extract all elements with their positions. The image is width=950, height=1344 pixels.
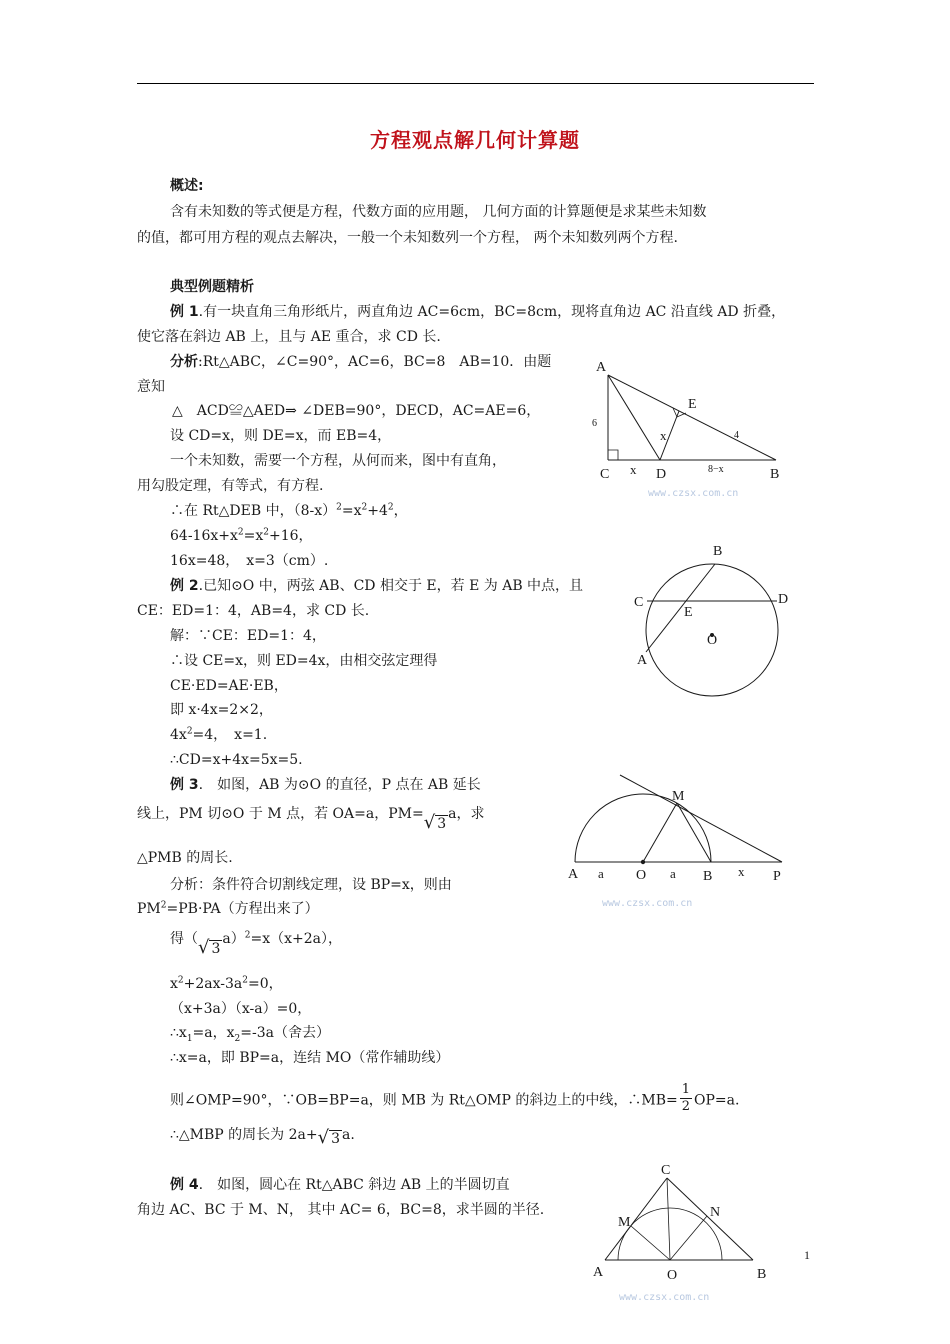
- ex2-line-2: CE：ED=1：4，AB=4，求 CD 长.: [137, 603, 370, 619]
- ex3-fig-label-a2: a: [670, 866, 676, 881]
- section-heading: 典型例题精析: [170, 279, 254, 295]
- ex3-figure: [560, 770, 800, 920]
- ex1-fig-label-a: A: [596, 360, 607, 375]
- ex1-step-2: $64-16x+x^2=x^2+16$，: [170, 527, 313, 544]
- ex1-analysis-1: [170, 352, 551, 372]
- ex3-line-1: [170, 775, 481, 795]
- ex1-figure: [580, 350, 800, 510]
- ex2-fig-label-c: C: [634, 595, 644, 610]
- ex3-label: 例 3: [170, 777, 199, 793]
- ex2-figure: [620, 540, 810, 700]
- ex3-fig-label-x: x: [738, 864, 745, 879]
- ex3-step-9: ∴△MBP 的周长为 2a+√ 3 a.: [170, 1127, 355, 1148]
- ex4-fig-label-m: M: [618, 1215, 631, 1230]
- ex1-fig-label-d: D: [656, 467, 667, 482]
- ex4-line-1: [170, 1175, 510, 1195]
- ex3-step-3: 得（√ 3a）$^2$=x（x+2a），: [170, 930, 343, 958]
- ex3-step-1: 分析：条件符合切割线定理，设 BP=x，则由: [170, 877, 452, 893]
- ex1-step-1: ∴在 Rt△DEB 中，$(8-x)^2=x^2+4^2$，: [170, 502, 408, 519]
- page-number: 1: [804, 1248, 810, 1262]
- ex1-label: 例 1: [170, 304, 199, 320]
- ex4-fig-label-o: O: [667, 1268, 678, 1283]
- ex2-step-4: 即 x·4x=2×2，: [170, 702, 273, 718]
- ex1-analysis-2: 意知: [137, 379, 165, 395]
- ex4-fig-watermark: www.czsx.com.cn: [619, 1292, 710, 1303]
- ex2-fig-label-o: O: [707, 633, 718, 648]
- ex2-text-1: .已知⊙O 中，两弦 AB、CD 相交于 E，若 E 为 AB 中点，且: [198, 578, 584, 594]
- ex2-step-1: 解：∵CE：ED=1：4，: [170, 628, 326, 644]
- ex4-label: 例 4: [170, 1177, 199, 1193]
- ex2-fig-label-b: B: [713, 544, 723, 559]
- ex1-fig-label-eight-minus-x: 8−x: [708, 464, 724, 475]
- ex1-line-2: 使它落在斜边 AB 上，且与 AE 重合，求 CD 长.: [137, 329, 441, 345]
- ex1-step-3: 16x=48， x=3（cm）.: [170, 553, 329, 569]
- ex2-fig-label-d: D: [778, 592, 789, 607]
- ex1-line-1: [170, 302, 785, 322]
- ex1-fig-label-x-de: x: [660, 428, 667, 443]
- ex3-line-2: 线上，PM 切⊙O 于 M 点，若 OA=a，PM=√ 3a，求: [137, 806, 485, 833]
- ex3-fig-label-m: M: [672, 789, 685, 804]
- ex4-fig-label-c: C: [661, 1163, 671, 1178]
- ex2-step-5: $4x^2=4$， x=1.: [170, 726, 268, 743]
- ex4-line-2: 角边 AC、BC 于 M、N， 其中 AC= 6，BC=8，求半圆的半径.: [137, 1202, 545, 1218]
- ex1-fig-label-four: 4: [734, 430, 739, 441]
- overview-line-2: 的值，都可用方程的观点去解决，一般一个未知数列一个方程， 两个未知数列两个方程.: [137, 230, 678, 246]
- ex2-step-2: ∴设 CE=x，则 ED=4x，由相交弦定理得: [170, 653, 438, 669]
- ex4-text-1: . 如图，圆心在 Rt△ABC 斜边 AB 上的半圆切直: [198, 1177, 510, 1193]
- ex3-step-8: 则∠OMP=90°，∵OB=BP=a，则 MB 为 Rt△OMP 的斜边上的中线，∴MB= $\frac{1}{2}$ OP=a.: [170, 1082, 740, 1114]
- overview-heading: 概述:: [170, 178, 204, 194]
- ex2-step-6: ∴CD=x+4x=5x=5.: [170, 752, 303, 768]
- ex3-step-6: $\therefore x_1=a$，$x_2=-3a$（舍去）: [170, 1025, 330, 1044]
- ex1-analysis-5: 一个未知数，需要一个方程，从何而来，图中有直角，: [170, 453, 506, 469]
- header-rule: [137, 83, 814, 84]
- ex2-fig-label-a: A: [637, 653, 648, 668]
- ex1-fig-label-six: 6: [592, 418, 597, 429]
- ex1-analysis-label: 分析: [170, 354, 198, 370]
- ex1-analysis-3: △ ACD≌△AED⇒ ∠DEB=90°，DECD，AC=AE=6，: [172, 403, 541, 419]
- ex1-analysis-text-1: :Rt△ABC，∠C=90°，AC=6，BC=8 AB=10．由题: [198, 354, 552, 370]
- ex1-analysis-4: 设 CD=x，则 DE=x，而 EB=4，: [170, 428, 392, 444]
- ex1-fig-watermark: www.czsx.com.cn: [648, 488, 739, 499]
- ex3-step-4: $x^2+2ax-3a^2=0$，: [170, 975, 283, 992]
- ex1-fig-label-x-cd: x: [630, 462, 637, 477]
- ex1-fig-label-b: B: [770, 467, 780, 482]
- ex1-text-1: .有一块直角三角形纸片，两直角边 AC=6cm，BC=8cm，现将直角边 AC 沿直线 AD 折叠，: [198, 304, 786, 320]
- page-title: 方程观点解几何计算题: [370, 128, 580, 152]
- ex3-step-2: $PM^2=PB\cdot PA$（方程出来了）: [137, 900, 319, 917]
- ex3-step-5: （x+3a）（x-a）=0，: [170, 1001, 312, 1017]
- ex4-figure: [585, 1160, 785, 1310]
- ex3-fig-label-a1: a: [598, 866, 604, 881]
- overview-line-1: 含有未知数的等式便是方程，代数方面的应用题， 几何方面的计算题便是求某些未知数: [170, 204, 707, 220]
- ex3-fig-label-o: O: [636, 868, 647, 883]
- ex2-step-3: CE·ED=AE·EB，: [170, 678, 288, 694]
- ex3-text-1: . 如图，AB 为⊙O 的直径，P 点在 AB 延长: [198, 777, 481, 793]
- ex2-line-1: [170, 576, 583, 596]
- ex2-fig-label-e: E: [684, 605, 693, 620]
- ex4-fig-label-b: B: [757, 1267, 767, 1282]
- ex3-fig-watermark: www.czsx.com.cn: [602, 898, 693, 909]
- ex3-fig-label-p: P: [773, 869, 781, 884]
- ex1-fig-label-e: E: [688, 397, 697, 412]
- ex1-fig-label-c: C: [600, 467, 610, 482]
- ex4-fig-label-n: N: [710, 1205, 721, 1220]
- ex3-line-3: △PMB 的周长.: [137, 850, 233, 866]
- ex3-step-7: ∴x=a，即 BP=a，连结 MO（常作辅助线）: [170, 1050, 450, 1066]
- ex2-label: 例 2: [170, 578, 199, 594]
- ex3-fig-label-b: B: [703, 869, 713, 884]
- ex3-fig-label-a: A: [568, 867, 579, 882]
- ex1-analysis-6: 用勾股定理，有等式，有方程.: [137, 478, 324, 494]
- ex4-fig-label-a: A: [593, 1265, 604, 1280]
